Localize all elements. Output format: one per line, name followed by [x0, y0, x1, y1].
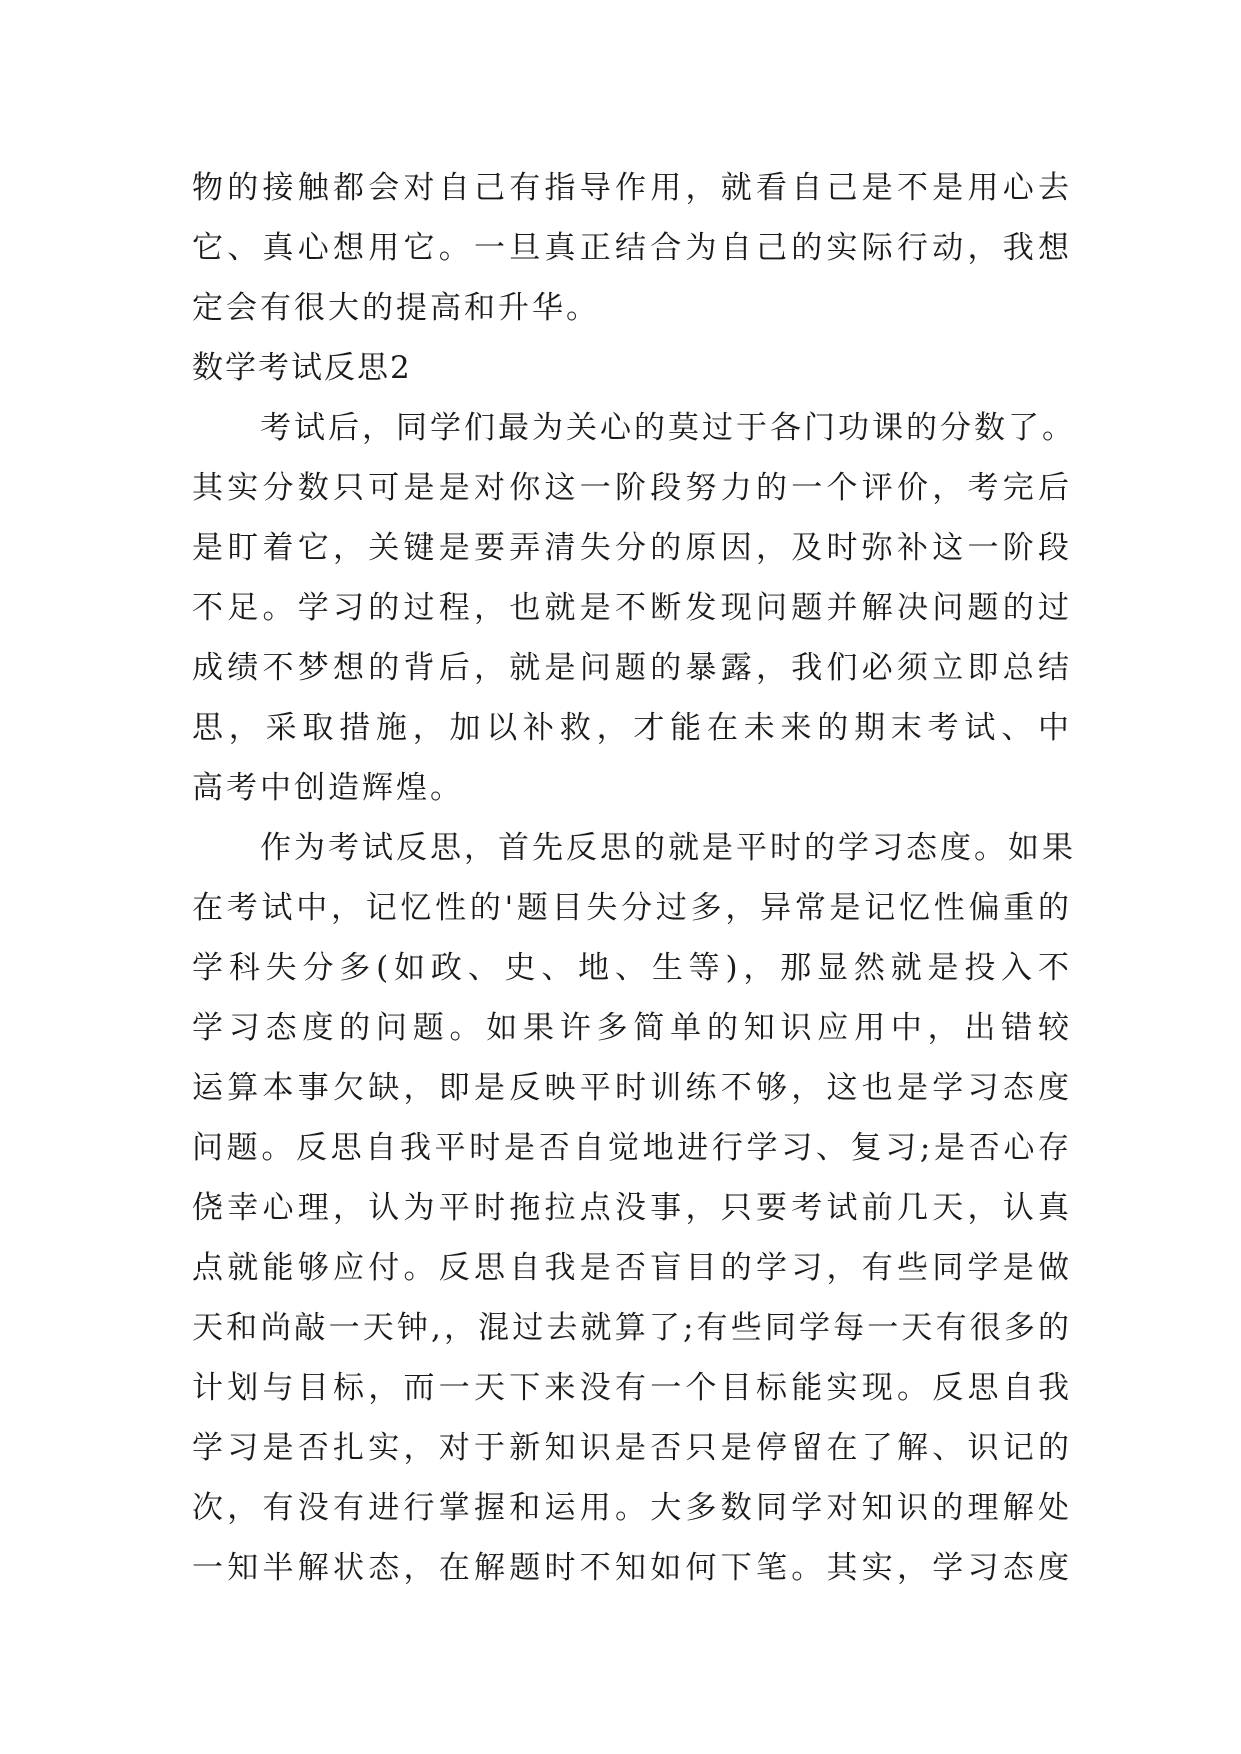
- text-line: 高考中创造辉煌。: [192, 770, 464, 806]
- text-line: 学习态度的问题。如果许多简单的知识应用中，出错较: [192, 1010, 1072, 1046]
- text-line: 物的接触都会对自己有指导作用，就看自己是不是用心去: [192, 170, 1072, 206]
- text-line: 计划与目标，而一天下来没有一个目标能实现。反思自我: [192, 1370, 1072, 1406]
- text-line: 定会有很大的提高和升华。: [192, 290, 600, 326]
- text-line: 不足。学习的过程，也就是不断发现问题并解决问题的过: [192, 590, 1072, 626]
- section-title: 数学考试反思2: [192, 350, 412, 386]
- text-line: 天和尚敲一天钟,，混过去就算了;有些同学每一天有很多的: [192, 1310, 1072, 1346]
- text-line: 次，有没有进行掌握和运用。大多数同学对知识的理解处: [192, 1490, 1072, 1526]
- text-line: 作为考试反思，首先反思的就是平时的学习态度。如果: [260, 830, 1076, 866]
- text-line: 学习是否扎实，对于新知识是否只是停留在了解、识记的: [192, 1430, 1072, 1466]
- paragraph-1: [192, 398, 1076, 818]
- text-line: 它、真心想用它。一旦真正结合为自己的实际行动，我想: [192, 230, 1072, 266]
- text-line: 问题。反思自我平时是否自觉地进行学习、复习;是否心存: [192, 1130, 1072, 1166]
- text-line: 思，采取措施，加以补救，才能在未来的期末考试、中: [192, 710, 1072, 746]
- text-line: 其实分数只可是是对你这一阶段努力的一个评价，考完后: [192, 470, 1072, 506]
- text-line: 是盯着它，关键是要弄清失分的原因，及时弥补这一阶段: [192, 530, 1072, 566]
- text-line: 运算本事欠缺，即是反映平时训练不够，这也是学习态度: [192, 1070, 1072, 1106]
- document-body: [192, 158, 1076, 1598]
- text-line: 点就能够应付。反思自我是否盲目的学习，有些同学是做: [192, 1250, 1072, 1286]
- text-line: 学科失分多(如政、史、地、生等)，那显然就是投入不: [192, 950, 1072, 986]
- text-line: 考试后，同学们最为关心的莫过于各门功课的分数了。: [260, 410, 1076, 446]
- continued-paragraph: [192, 158, 1072, 338]
- paragraph-2: [192, 818, 1076, 1598]
- text-line: 成绩不梦想的背后，就是问题的暴露，我们必须立即总结: [192, 650, 1072, 686]
- text-line: 一知半解状态，在解题时不知如何下笔。其实，学习态度: [192, 1550, 1072, 1586]
- text-line: 侥幸心理，认为平时拖拉点没事，只要考试前几天，认真: [192, 1190, 1072, 1226]
- text-line: 在考试中，记忆性的'题目失分过多，异常是记忆性偏重的: [192, 890, 1072, 926]
